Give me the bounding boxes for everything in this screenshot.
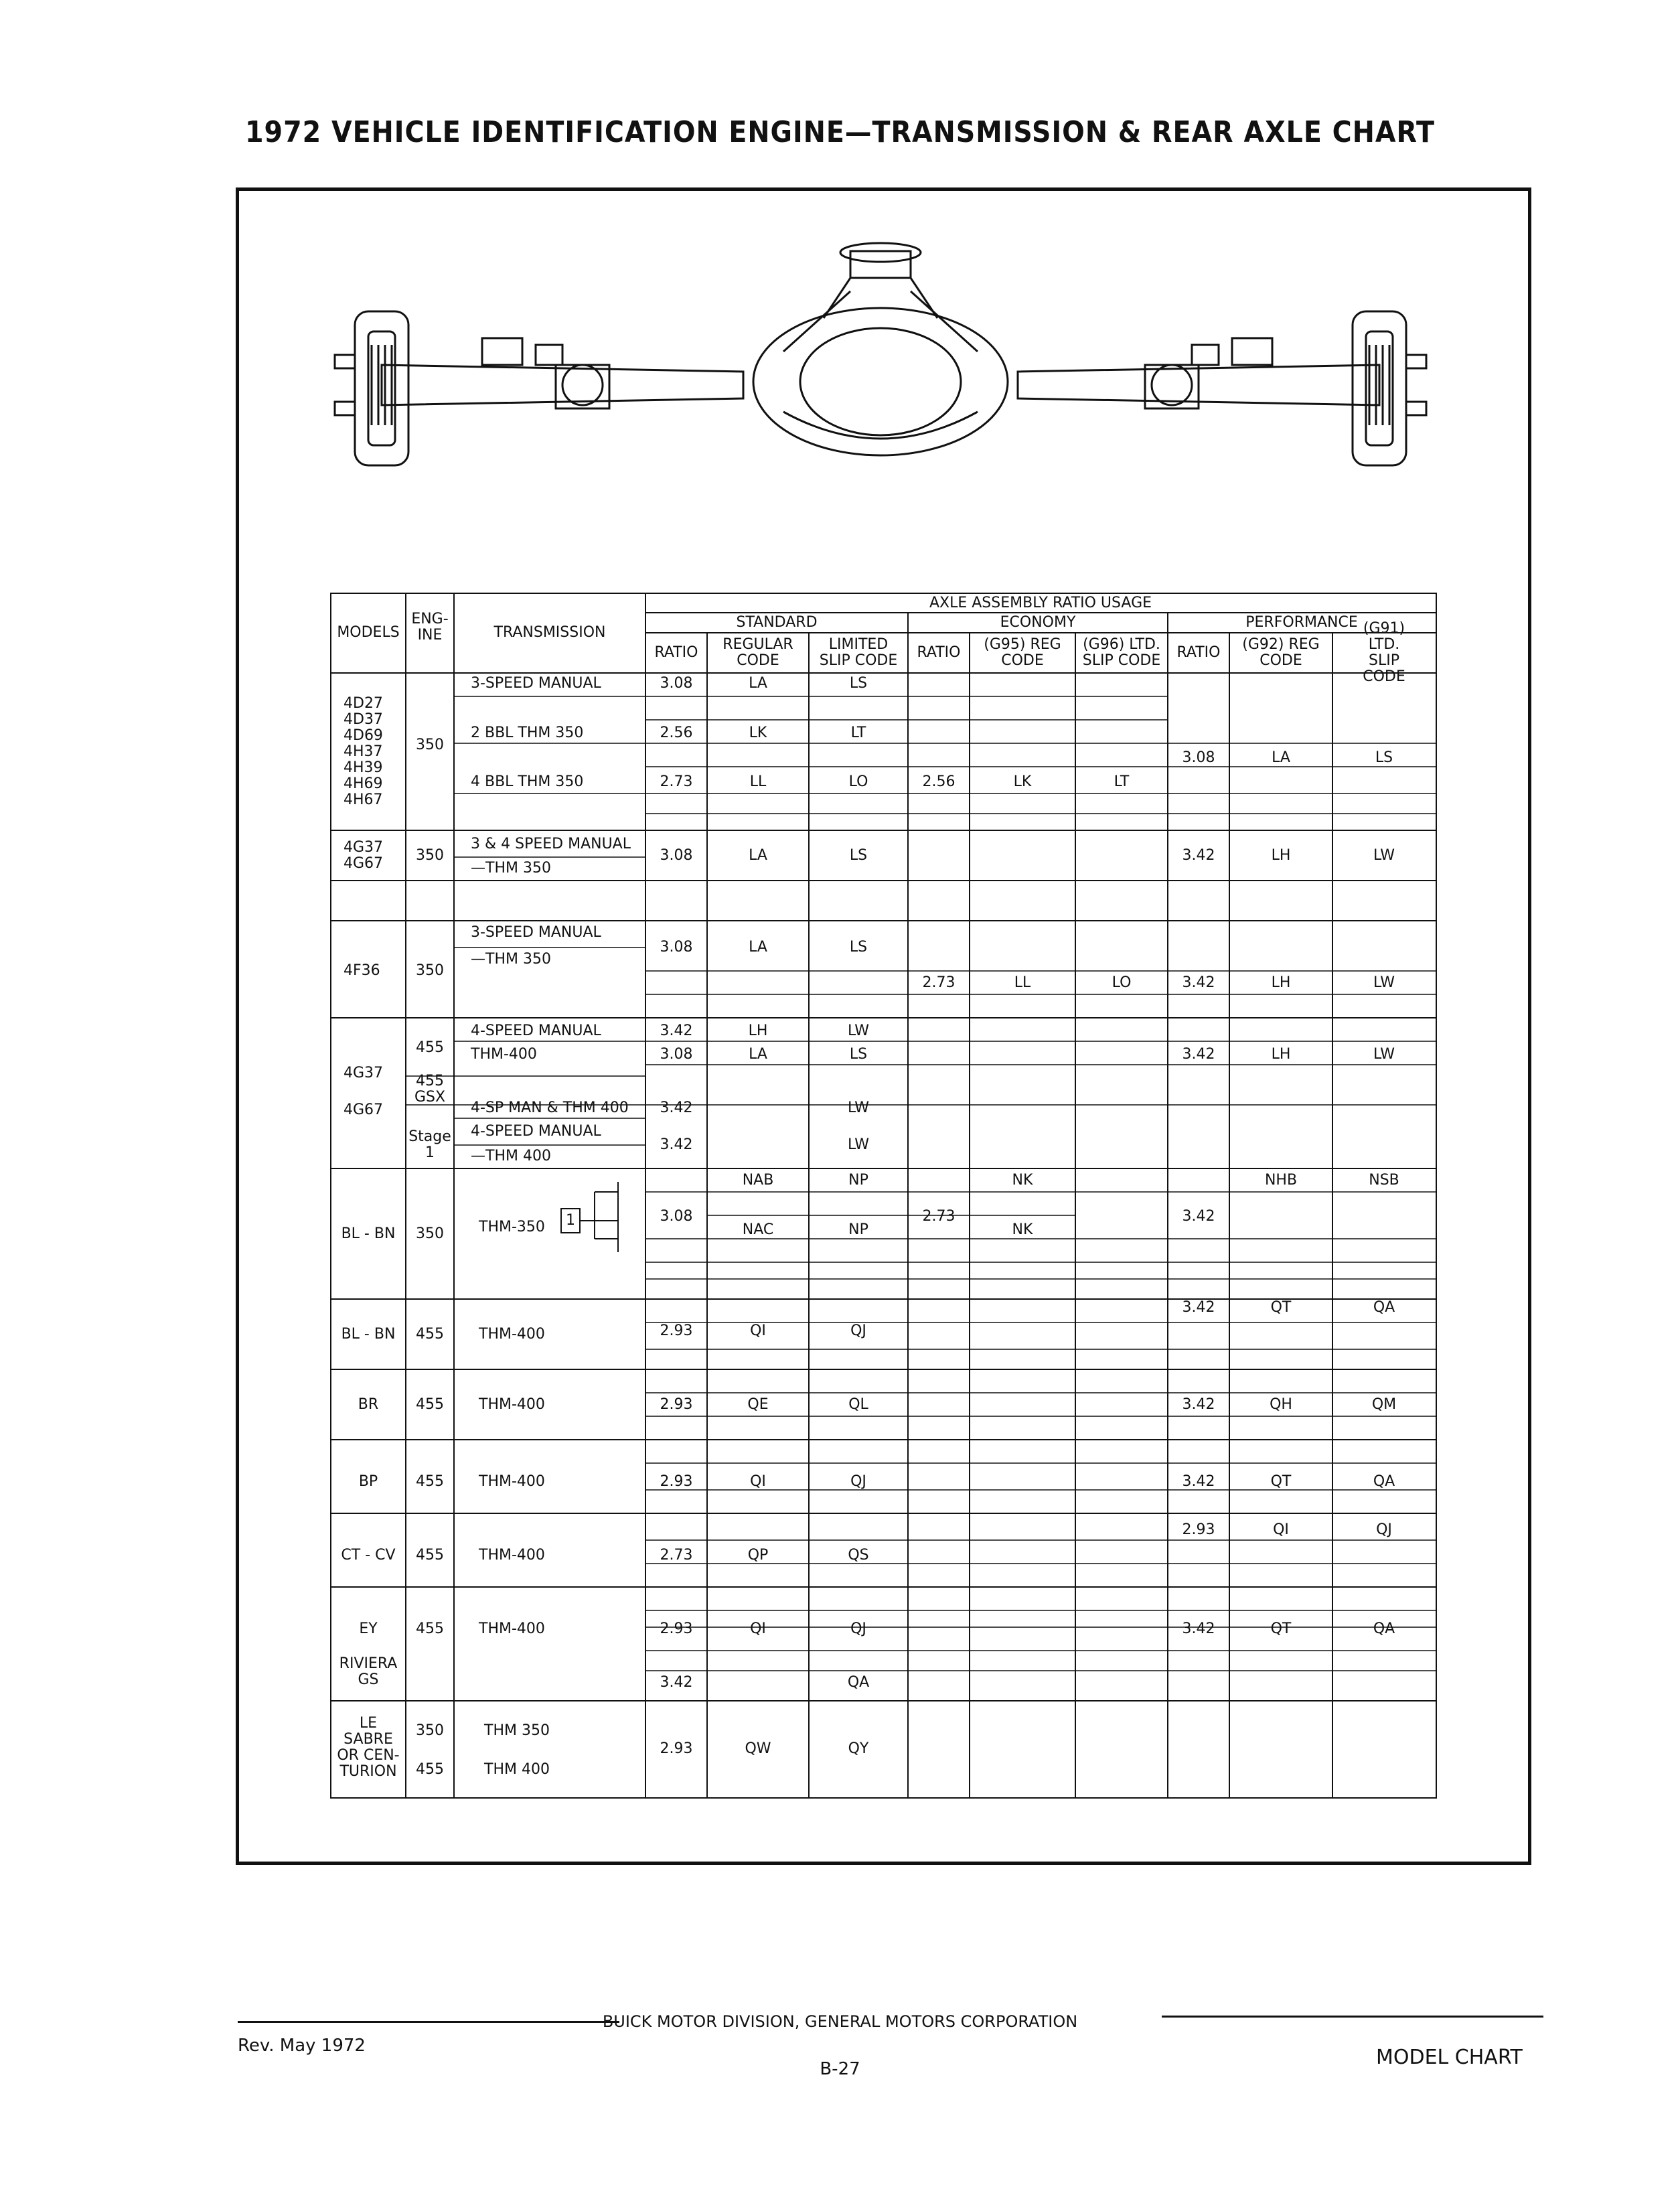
value-cell: LW [1373, 1046, 1395, 1063]
value-cell: QA [1373, 1473, 1395, 1490]
value-cell: QA [847, 1674, 870, 1691]
trans-cell: THM 400 [484, 1761, 550, 1778]
value-cell: 2.56 [660, 725, 693, 741]
value-cell: 2.73 [660, 1547, 693, 1564]
value-cell: LH [748, 1023, 768, 1039]
value-cell: LH [1271, 1046, 1291, 1063]
trans-cell: THM-350 [479, 1219, 545, 1235]
value-cell: LO [1112, 974, 1132, 991]
value-cell: LW [848, 1136, 869, 1153]
engine-cell: 455 GSX [414, 1073, 446, 1106]
value-cell: 2.93 [660, 1620, 693, 1637]
trans-cell: 4-SP MAN & THM 400 [471, 1100, 629, 1116]
trans-cell: 3-SPEED MANUAL [471, 924, 601, 941]
value-cell: 3.42 [660, 1136, 693, 1153]
value-cell: 2.93 [660, 1740, 693, 1757]
trans-cell: THM-400 [479, 1396, 545, 1413]
engine-cell: 350 [416, 962, 444, 979]
value-cell: 3.42 [1182, 1620, 1215, 1637]
trans-cell: THM-400 [479, 1620, 545, 1637]
footer-division: BUICK MOTOR DIVISION, GENERAL MOTORS CORPORATION [602, 2012, 1078, 2031]
value-cell: LA [749, 1046, 767, 1063]
revision-date: Rev. May 1972 [238, 2036, 366, 2056]
model-cell: 4G67 [343, 1102, 384, 1118]
header-economy: ECONOMY [1000, 614, 1076, 631]
rear-axle-illustration [315, 238, 1446, 532]
trans-cell: THM-400 [479, 1547, 545, 1564]
trans-cell: THM-400 [479, 1473, 545, 1490]
model-cell: BL - BN [341, 1225, 396, 1242]
value-cell: QS [848, 1547, 869, 1564]
value-cell: 3.08 [660, 939, 693, 956]
value-cell: QA [1373, 1299, 1395, 1316]
value-cell: LS [849, 939, 868, 956]
trans-cell: THM 350 [484, 1722, 550, 1739]
value-cell: NAC [742, 1221, 774, 1238]
value-cell: 3.42 [1182, 1299, 1215, 1316]
value-cell: QI [750, 1620, 766, 1637]
value-cell: QT [1270, 1620, 1292, 1637]
axle-chart-table [330, 593, 1437, 1799]
model-cell: EY [359, 1620, 378, 1637]
value-cell: QW [745, 1740, 771, 1757]
header-limited-slip-code: LIMITED SLIP CODE [819, 636, 898, 669]
header-g92-reg-code: (G92) REG CODE [1242, 636, 1320, 669]
value-cell: QA [1373, 1620, 1395, 1637]
trans-cell: 3-SPEED MANUAL [471, 675, 601, 692]
value-cell: QT [1270, 1473, 1292, 1490]
value-cell: NSB [1369, 1172, 1399, 1189]
value-cell: LL [749, 773, 767, 790]
value-cell: LW [1373, 974, 1395, 991]
value-cell: QT [1270, 1299, 1292, 1316]
value-cell: NP [848, 1172, 868, 1189]
engine-cell: Stage 1 [408, 1128, 451, 1161]
header-g96-ltd-slip-code: (G96) LTD. SLIP CODE [1082, 636, 1161, 669]
value-cell: LS [849, 847, 868, 864]
value-cell: QJ [850, 1322, 866, 1339]
value-cell: 2.73 [922, 1208, 956, 1225]
model-cell: BL - BN [341, 1326, 396, 1343]
model-cell: 4G37 4G67 [343, 839, 384, 872]
value-cell: NK [1012, 1172, 1033, 1189]
header-axle-usage: AXLE ASSEMBLY RATIO USAGE [929, 595, 1152, 611]
model-cell: BP [358, 1473, 378, 1490]
value-cell: QI [750, 1473, 766, 1490]
value-cell: NHB [1264, 1172, 1298, 1189]
trans-cell: —THM 350 [471, 951, 551, 968]
header-regular-code: REGULAR CODE [722, 636, 793, 669]
model-cell: 4D27 4D37 4D69 4H37 4H39 4H69 4H67 [343, 695, 383, 808]
engine-cell: 455 [416, 1547, 444, 1564]
value-cell: LW [848, 1100, 869, 1116]
header-ratio-perf: RATIO [1176, 644, 1221, 661]
value-cell: 2.73 [922, 974, 956, 991]
value-cell: QJ [850, 1473, 866, 1490]
engine-cell: 350 [416, 1225, 444, 1242]
engine-cell: 350 [416, 1722, 444, 1739]
trans-cell: 2 BBL THM 350 [471, 725, 584, 741]
value-cell: LA [1272, 749, 1290, 766]
value-cell: 2.93 [660, 1396, 693, 1413]
value-cell: 2.93 [660, 1322, 693, 1339]
value-cell: 3.08 [660, 847, 693, 864]
value-cell: LA [749, 847, 767, 864]
trans-cell: —THM 350 [471, 860, 551, 877]
value-cell: LT [1114, 773, 1130, 790]
engine-cell: 455 [416, 1396, 444, 1413]
section-name: MODEL CHART [1376, 2046, 1523, 2069]
value-cell: LA [749, 939, 767, 956]
value-cell: QE [747, 1396, 769, 1413]
value-cell: 3.42 [660, 1674, 693, 1691]
value-cell: QH [1270, 1396, 1292, 1413]
trans-cell: 3 & 4 SPEED MANUAL [471, 836, 631, 852]
value-cell: 3.42 [660, 1100, 693, 1116]
value-cell: 3.08 [660, 1046, 693, 1063]
value-cell: LW [848, 1023, 869, 1039]
value-cell: LO [848, 773, 868, 790]
engine-cell: 455 [416, 1326, 444, 1343]
value-cell: LK [749, 725, 767, 741]
value-cell: 2.56 [922, 773, 956, 790]
model-cell: CT - CV [341, 1547, 396, 1564]
value-cell: LA [749, 675, 767, 692]
engine-cell: 455 [416, 1620, 444, 1637]
trans-cell: THM-400 [471, 1046, 537, 1063]
value-cell: LK [1013, 773, 1032, 790]
value-cell: QM [1371, 1396, 1397, 1413]
header-engine: ENG- INE [411, 611, 449, 644]
header-g91-ltd-slip-code: (G91) LTD. SLIP CODE [1363, 620, 1405, 685]
value-cell: 2.93 [660, 1473, 693, 1490]
value-cell: LT [850, 725, 866, 741]
value-cell: 3.42 [1182, 847, 1215, 864]
page-number: B-27 [820, 2059, 860, 2079]
value-cell: 3.42 [660, 1023, 693, 1039]
header-performance: PERFORMANCE [1245, 614, 1358, 631]
header-standard: STANDARD [736, 614, 818, 631]
value-cell: QJ [1376, 1521, 1392, 1538]
trans-cell: 4 BBL THM 350 [471, 773, 584, 790]
value-cell: LS [849, 675, 868, 692]
value-cell: 3.42 [1182, 1208, 1215, 1225]
value-cell: QI [750, 1322, 766, 1339]
header-models: MODELS [337, 624, 400, 641]
header-transmission: TRANSMISSION [493, 624, 606, 641]
value-cell: LH [1271, 974, 1291, 991]
header-ratio-std: RATIO [654, 644, 698, 661]
trans-cell: 4-SPEED MANUAL [471, 1023, 601, 1039]
value-cell: 3.42 [1182, 1046, 1215, 1063]
value-cell: 3.08 [1182, 749, 1215, 766]
engine-cell: 455 [416, 1473, 444, 1490]
value-cell: 3.42 [1182, 1473, 1215, 1490]
value-cell: NK [1012, 1221, 1033, 1238]
value-cell: QL [848, 1396, 868, 1413]
value-cell: QP [747, 1547, 769, 1564]
value-cell: QI [1273, 1521, 1289, 1538]
value-cell: NP [848, 1221, 868, 1238]
value-cell: QY [848, 1740, 869, 1757]
model-cell: 4F36 [343, 962, 380, 979]
trans-cell: —THM 400 [471, 1148, 551, 1164]
engine-cell: 455 [416, 1761, 444, 1778]
page-title: 1972 VEHICLE IDENTIFICATION ENGINE—TRANSMISSION & REAR AXLE CHART [245, 115, 1435, 149]
value-cell: 3.08 [660, 1208, 693, 1225]
value-cell: LL [1014, 974, 1031, 991]
engine-cell: 350 [416, 847, 444, 864]
model-cell: LE SABRE OR CEN- TURION [337, 1715, 400, 1780]
value-cell: LW [1373, 847, 1395, 864]
value-cell: LS [1375, 749, 1393, 766]
value-cell: 3.08 [660, 675, 693, 692]
model-cell: RIVIERA GS [339, 1655, 398, 1688]
model-cell: BR [358, 1396, 379, 1413]
header-ratio-eco: RATIO [917, 644, 961, 661]
value-cell: LH [1271, 847, 1291, 864]
value-cell: 2.73 [660, 773, 693, 790]
engine-cell: 455 [416, 1039, 444, 1056]
value-cell: 3.42 [1182, 974, 1215, 991]
value-cell: NAB [742, 1172, 774, 1189]
trans-cell: 4-SPEED MANUAL [471, 1123, 601, 1140]
value-cell: QJ [850, 1620, 866, 1637]
trans-cell: THM-400 [479, 1326, 545, 1343]
value-cell: LS [849, 1046, 868, 1063]
value-cell: 2.93 [1182, 1521, 1215, 1538]
model-cell: 4G37 [343, 1065, 384, 1081]
header-g95-reg-code: (G95) REG CODE [984, 636, 1061, 669]
engine-cell: 350 [416, 737, 444, 753]
note-box-label: 1 [566, 1212, 575, 1229]
value-cell: 3.42 [1182, 1396, 1215, 1413]
